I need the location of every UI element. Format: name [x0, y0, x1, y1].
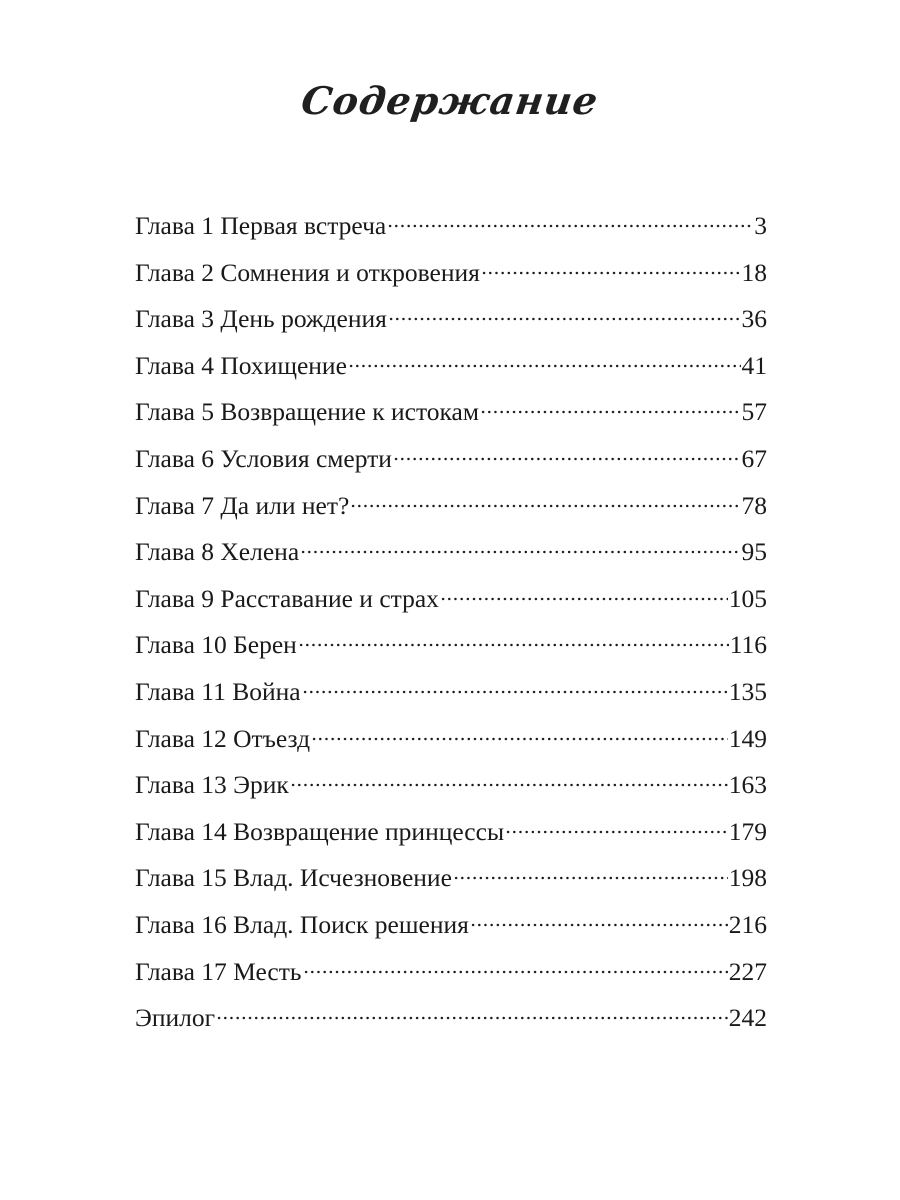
dot-leader: [481, 270, 741, 276]
toc-entry: [135, 389, 767, 436]
toc-entry-label: Глава 16 Влад. Поиск решения: [135, 909, 469, 939]
toc-entry-page: 95: [741, 537, 767, 567]
toc-entry: [135, 762, 767, 809]
dot-leader: [440, 596, 728, 602]
toc-entry-label: Глава 8 Хелена: [135, 537, 300, 567]
dot-leader: [300, 549, 740, 555]
dot-leader: [216, 1015, 728, 1021]
dot-leader: [470, 922, 728, 928]
toc-entry-label: Глава 1 Первая встреча: [135, 211, 387, 240]
toc-entry-label: Глава 5 Возвращение к истокам: [135, 397, 480, 427]
toc-title: Содержание: [298, 78, 602, 123]
dot-leader: [387, 223, 753, 229]
toc-entry-page: 78: [741, 490, 767, 520]
toc-entry-page: 216: [728, 909, 767, 939]
toc-entry-label: Глава 11 Война: [135, 676, 301, 706]
toc-entry-label: Глава 13 Эрик: [135, 770, 289, 800]
table-of-contents: [135, 203, 767, 1042]
toc-entry-page: 242: [728, 1003, 767, 1033]
dot-leader: [393, 456, 741, 462]
toc-entry-page: 116: [729, 630, 767, 660]
toc-entry-page: 18: [741, 257, 767, 287]
toc-entry-label: Глава 2 Сомнения и откровения: [135, 257, 480, 287]
dot-leader: [505, 829, 728, 835]
toc-entry: [135, 809, 767, 856]
dot-leader: [480, 409, 740, 415]
toc-entry-label: Глава 15 Влад. Исчезновение: [135, 863, 452, 893]
toc-entry-page: 135: [728, 676, 767, 706]
toc-entry: [135, 483, 767, 530]
toc-entry: [135, 716, 767, 763]
toc-entry: [135, 436, 767, 483]
toc-entry-page: 198: [728, 863, 767, 893]
toc-entry-page: 3: [754, 211, 767, 240]
toc-entry-page: 179: [728, 816, 767, 846]
toc-entry-label: Эпилог: [135, 1003, 216, 1033]
dot-leader: [311, 736, 728, 742]
toc-entry: [135, 343, 767, 390]
toc-entry-label: Глава 7 Да или нет?: [135, 490, 350, 520]
toc-entry-label: Глава 9 Расставание и страх: [135, 583, 439, 613]
toc-entry-label: Глава 3 День рождения: [135, 304, 387, 334]
toc-entry: [135, 529, 767, 576]
toc-entry-label: Глава 4 Похищение: [135, 350, 347, 380]
toc-entry-page: 67: [741, 443, 767, 473]
toc-entry: [135, 902, 767, 949]
toc-entry: [135, 669, 767, 716]
toc-entry: [135, 949, 767, 996]
toc-entry-page: 227: [728, 956, 767, 986]
toc-entry-label: Глава 14 Возвращение принцессы: [135, 816, 505, 846]
toc-entry-label: Глава 6 Условия смерти: [135, 443, 392, 473]
toc-entry-page: 36: [741, 304, 767, 334]
toc-entry-label: Глава 17 Месть: [135, 956, 302, 986]
toc-entry: [135, 250, 767, 297]
dot-leader: [290, 782, 728, 788]
dot-leader: [302, 689, 728, 695]
toc-entry-label: Глава 10 Берен: [135, 630, 297, 660]
dot-leader: [453, 875, 728, 881]
dot-leader: [388, 316, 741, 322]
dot-leader: [348, 363, 741, 369]
toc-entry: [135, 855, 767, 902]
toc-entry: [135, 576, 767, 623]
dot-leader: [303, 969, 728, 975]
toc-entry: [135, 622, 767, 669]
dot-leader: [298, 642, 729, 648]
toc-entry-page: 57: [741, 397, 767, 427]
toc-entry-page: 163: [728, 770, 767, 800]
dot-leader: [350, 503, 740, 509]
toc-entry: [135, 203, 767, 250]
toc-entry-page: 149: [728, 723, 767, 753]
toc-entry-label: Глава 12 Отъезд: [135, 723, 311, 753]
toc-entry: [135, 995, 767, 1042]
toc-entry: [135, 296, 767, 343]
toc-entry-page: 41: [741, 350, 767, 380]
toc-entry-page: 105: [728, 583, 767, 613]
